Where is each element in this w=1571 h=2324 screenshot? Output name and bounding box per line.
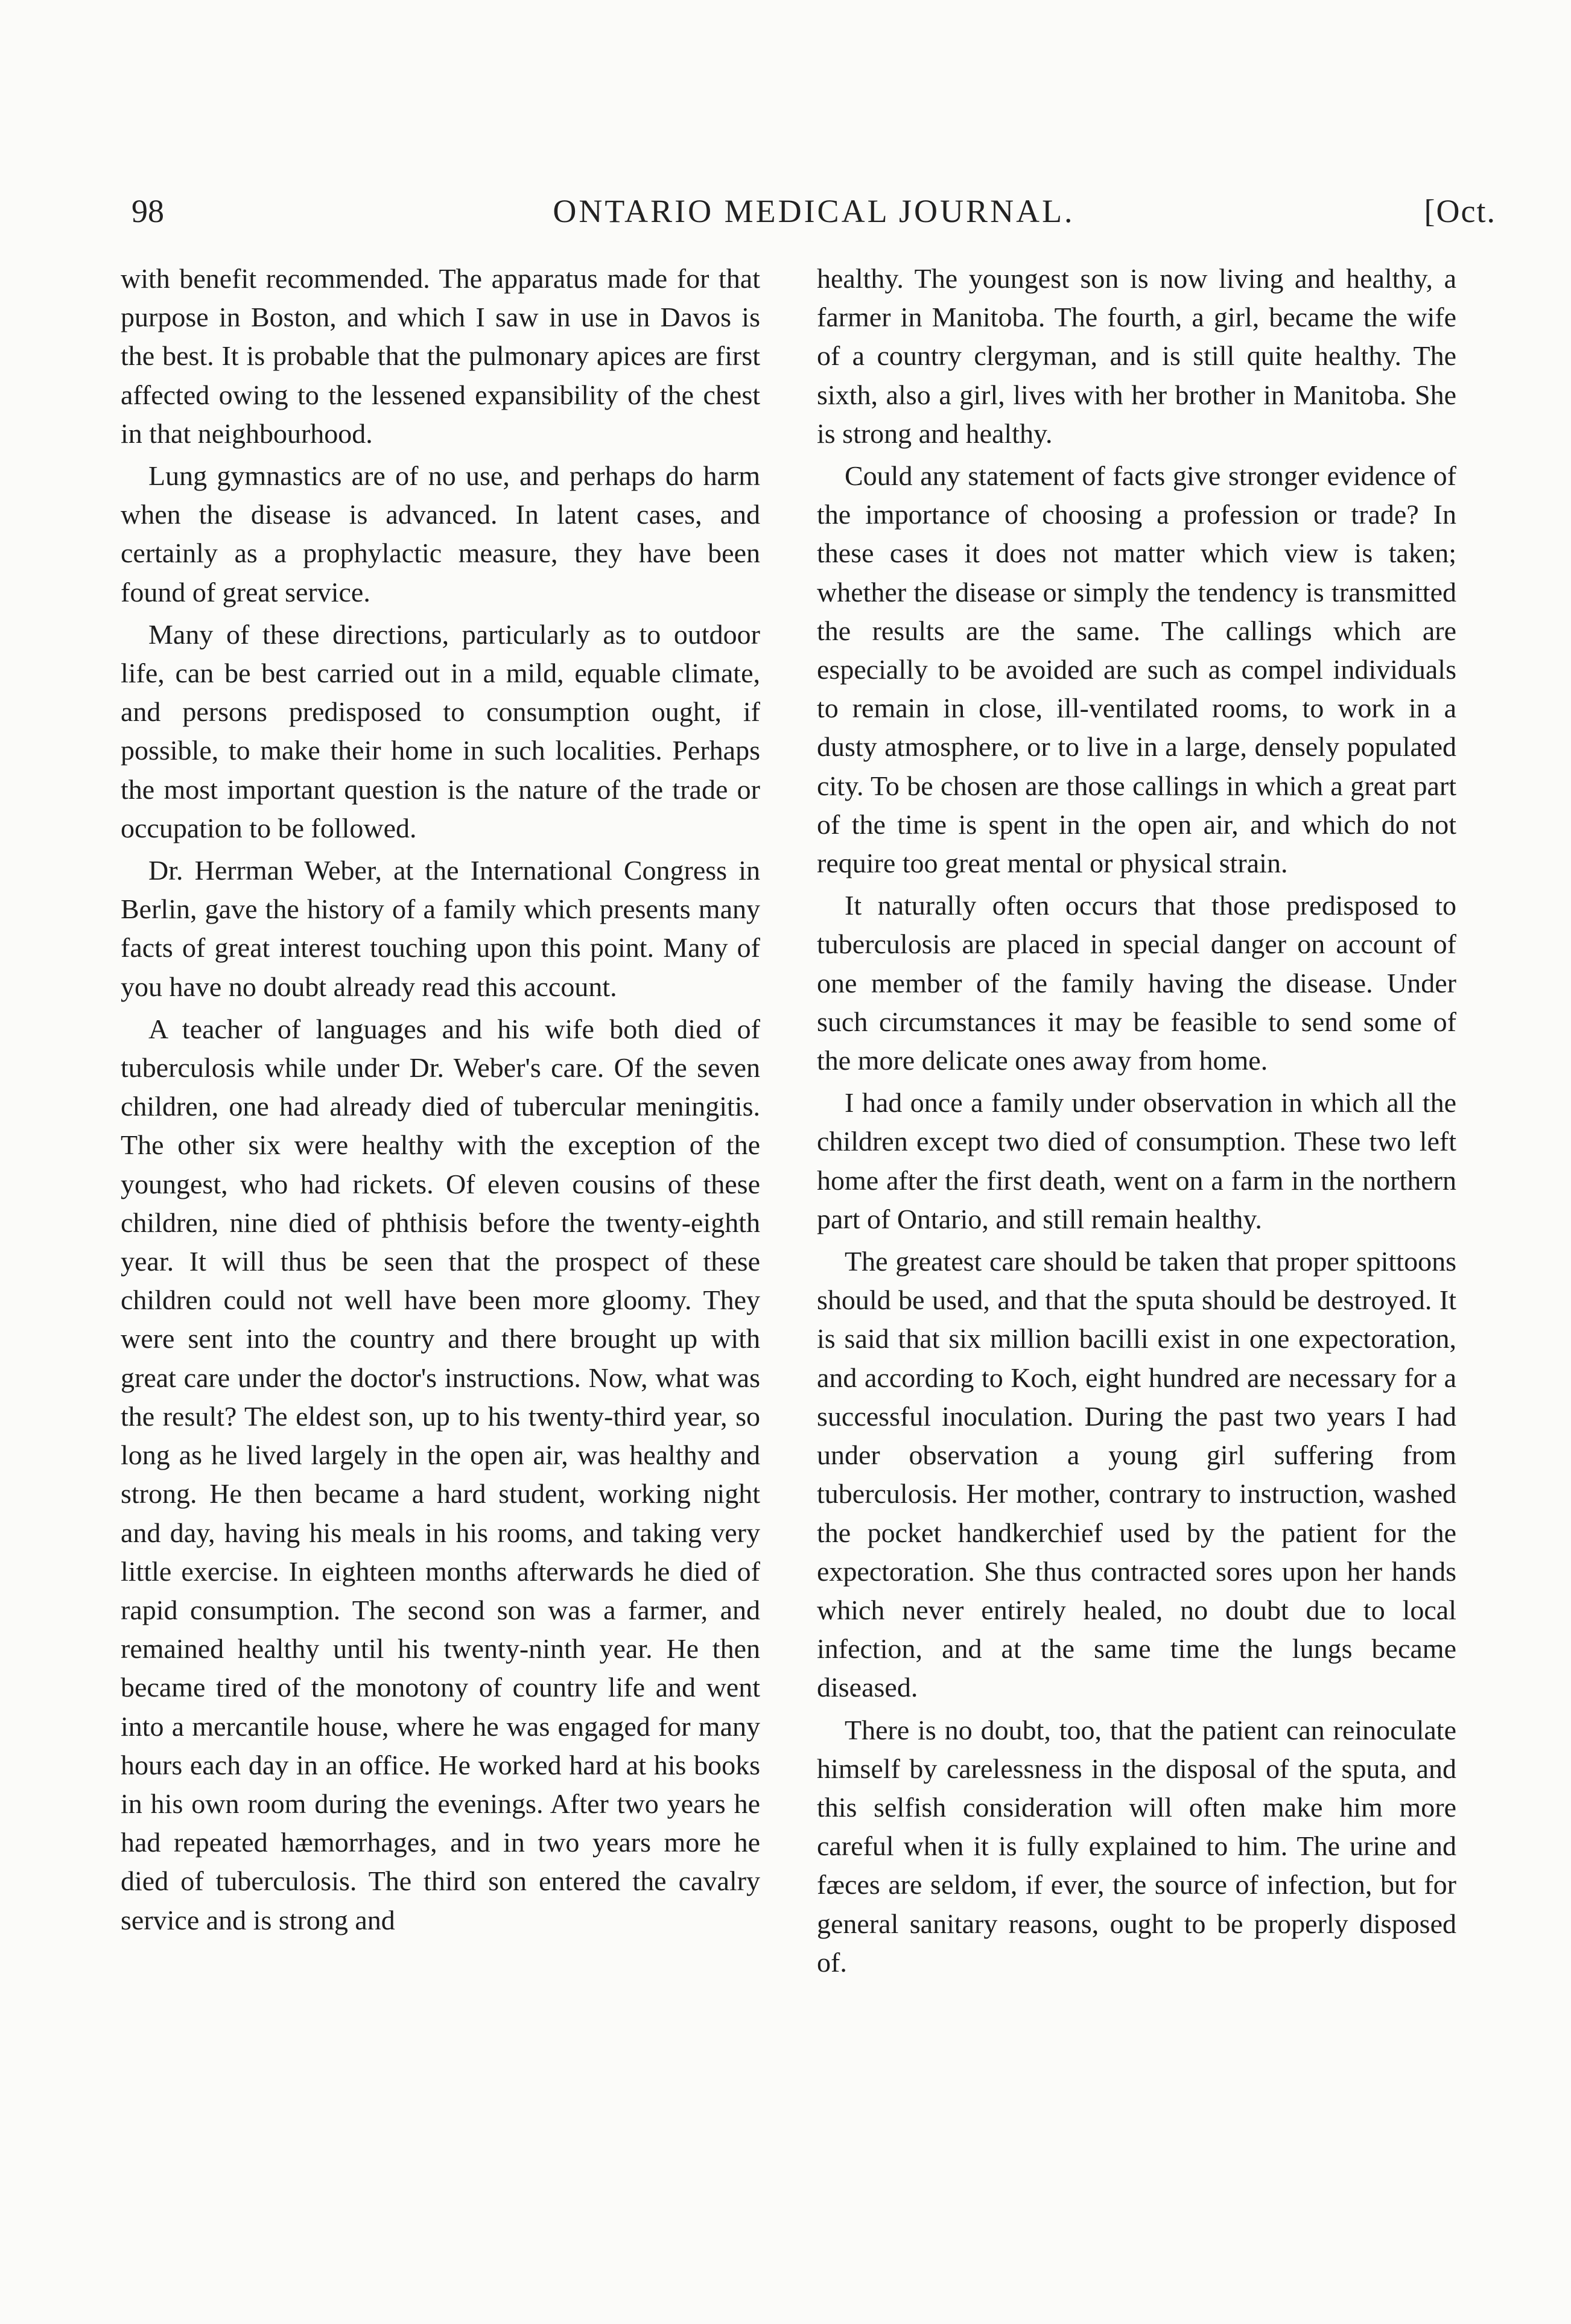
paragraph: Lung gymnastics are of no use, and perhaps do harm when the disease is advanced. In latent cases, and certainly as a prophylactic measure, they have been found of great service. bbox=[121, 460, 760, 608]
page-header bbox=[132, 181, 1496, 241]
paragraph: Many of these directions, particularly as to outdoor life, can be best carried out in a mild, equable climate, and persons predisposed to consumption ought, if possible, to make their home in such localities. Perhaps the most important question is the nature of the trade or occupation to be followed. bbox=[121, 618, 760, 843]
paragraph: I had once a family under observation in which all the children except two died of consumption. These two left home after the first death, went on a farm in the northern part of Ontario, and still remain healthy. bbox=[817, 1087, 1456, 1234]
paragraph: A teacher of languages and his wife both died of tuberculosis while under Dr. Weber's care. Of the seven children, one had already died of tubercular meningitis. The other six were healthy with the exception of the youngest, who had rickets. Of eleven cousins of these children, nine died of phthisis before the twenty-eighth year. It will thus be seen that the prospect of these children could not well have been more gloomy. They were sent into the country and there brought up with great care under the doctor's instructions. Now, what was the result? The eldest son, up to his twenty-third year, so long as he lived largely in the open air, was healthy and strong. He then became a hard student, working night and day, having his meals in his rooms, and taking very little exercise. In eighteen months afterwards he died of rapid consumption. The second son was a farmer, and remained healthy until his twenty-ninth year. He then became tired of the monotony of country life and went into a mercantile house, where he was engaged for many hours each day in an office. He worked hard at his books in his own room during the evenings. After two years he had repeated hæmorrhages, and in two years more he died of tuberculosis. The third son entered the cavalry service and is strong and bbox=[121, 1013, 760, 1935]
paragraph: Could any statement of facts give stronger evidence of the importance of choosing a profession or trade? In these cases it does not matter which view is taken; whether the disease or simply the tendency is transmitted the results are the same. The callings which are especially to be avoided are such as compel individuals to remain in close, ill-ventilated rooms, to work in a dusty atmosphere, or to live in a large, densely populated city. To be chosen are those callings in which a great part of the time is spent in the open air, and which do not require too great mental or physical strain. bbox=[817, 460, 1456, 879]
header-month: [Oct. bbox=[1424, 193, 1496, 229]
paragraph: Dr. Herrman Weber, at the International Congress in Berlin, gave the history of a family which presents many facts of great interest touching upon this point. Many of you have no doubt already read this account. bbox=[121, 855, 760, 1002]
running-title: ONTARIO MEDICAL JOURNAL. bbox=[553, 193, 1075, 229]
paragraph: The greatest care should be taken that proper spittoons should be used, and that the sputa should be destroyed. It is said that six million bacilli exist in one expectoration, and according to Koch, eight hundred are necessary for a successful inoculation. During the past two years I had under observation a young girl suffering from tuberculosis. Her mother, contrary to instruction, washed the pocket handkerchief used by the patient for the expectoration. She thus contracted sores upon her hands which never entirely healed, no doubt due to local infection, and at the same time the lungs became diseased. bbox=[817, 1246, 1456, 1703]
left-column bbox=[121, 259, 760, 1943]
paragraph: It naturally often occurs that those predisposed to tuberculosis are placed in special danger on account of one member of the family having the disease. Under such circumstances it may be feasible to send some of the more delicate ones away from home. bbox=[817, 890, 1456, 1076]
paragraph: healthy. The youngest son is now living and healthy, a farmer in Manitoba. The fourth, a girl, became the wife of a country clergyman, and is still quite healthy. The sixth, also a girl, lives with her brother in Manitoba. She is strong and healthy. bbox=[817, 263, 1456, 449]
right-column bbox=[817, 259, 1456, 1986]
paragraph: There is no doubt, too, that the patient can reinoculate himself by carelessness in the disposal of the sputa, and this selfish consideration will often make him more careful when it is fully explained to him. The urine and fæces are seldom, if ever, the source of infection, but for general sanitary reasons, ought to be properly disposed of. bbox=[817, 1714, 1456, 1978]
paragraph: with benefit recommended. The apparatus made for that purpose in Boston, and which I saw in use in Davos is the best. It is probable that the pulmonary apices are first affected owing to the lessened expansibility of the chest in that neighbourhood. bbox=[121, 263, 760, 449]
page-number: 98 bbox=[132, 193, 164, 229]
